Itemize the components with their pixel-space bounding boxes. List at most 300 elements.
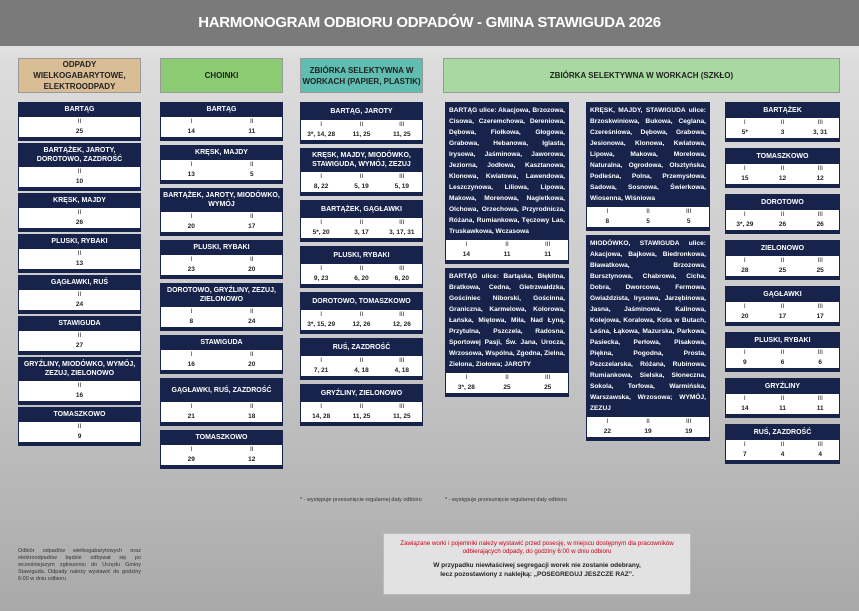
block-footer [300,238,423,242]
month-label: I [190,161,193,168]
month-label: III [685,418,692,425]
block-footer [725,230,840,234]
month-row [725,348,840,358]
day-row [586,427,710,437]
month-label: III [817,395,823,402]
area-name: PLUSKI, RYBAKI [300,246,423,264]
month-row [725,394,840,404]
month-label: II [646,208,650,215]
month-label: I [320,311,323,318]
pickup-day: 6 [818,359,822,366]
schedule-block [725,378,840,418]
month-label: III [399,219,405,226]
pickup-day: 4 [818,451,822,458]
month-label: II [780,349,785,356]
schedule-block [725,332,840,372]
schedule-block [586,235,710,441]
day-row [160,265,283,275]
month-label: I [743,165,746,172]
schedule-block [18,234,141,273]
block-footer [18,401,141,405]
day-row [18,259,141,269]
month-label: III [817,165,823,172]
pickup-day: 12 [816,175,824,182]
pickup-day: 26 [778,221,787,228]
month-label: I [320,403,323,410]
month-row [18,290,141,300]
header-choinki-label: CHOINKI [204,71,239,80]
month-label: I [465,374,468,381]
month-row [160,307,283,317]
pickup-day: 11 [779,405,786,412]
day-row [586,217,710,227]
month-label: I [743,395,746,402]
block-footer [160,422,283,426]
day-row [160,360,283,370]
day-row [160,455,283,465]
pickup-day: 3*, 29 [736,221,754,228]
month-label: I [320,173,323,180]
day-row [160,317,283,327]
block-footer [160,232,283,236]
area-name: STAWIGUDA [160,335,283,350]
month-label: III [817,257,823,264]
month-label: I [190,118,193,125]
schedule-block [725,194,840,234]
day-row [445,250,569,260]
month-label: II [505,374,509,381]
month-row [160,402,283,412]
street-list: BARTĄG ulice: Akacjowa, Brzozowa, Cisowa, Czeremchowa, Dereniowa, Dębowa, Fiołkowa, Głogowa, Grabowa, Hebanowa, Iglasta, Irysowa, Jaśminowa, Jaworowa, Jeziorna, Jodłowa, Kasztanowa, Klonowa, Kwiatowa, Lawendowa, Leszczynowa, Liliowa, Lipowa, Makowa, Morenowa, Nagietkowa, Olchowa, Orzechowa, Przyrodnicza, Różana, Rumiankowa, Tęczowy Las, Truskawkowa, Wczasowa [445,102,569,240]
month-label: II [359,357,364,364]
month-label: III [817,303,823,310]
pickup-day: 23 [187,266,195,273]
area-name: BARTĄŻEK, JAROTY, MIODÓWKO, WYMÓJ [160,188,283,212]
month-label: III [399,265,405,272]
month-label: I [190,403,193,410]
month-row [300,172,423,182]
pickup-day: 8, 22 [313,183,329,190]
pickup-day: 5, 19 [394,183,410,190]
pickup-day: 12 [248,456,256,463]
day-row [725,220,840,230]
header-papier-plastik [300,58,423,93]
month-label: II [780,165,785,172]
pickup-day: 5, 19 [354,183,369,190]
col4-note: * - występuje przesunięcie regularnej daty odbioru [445,497,567,503]
schedule-block [18,357,141,405]
day-row [300,412,423,422]
header-szklo [443,58,840,93]
pickup-day: 5 [646,218,650,225]
pickup-day: 29 [187,456,195,463]
pickup-day: 25 [816,267,824,274]
area-name: GRYŹLINY, ZIELONOWO [300,384,423,402]
pickup-day: 25 [544,384,552,391]
pickup-day: 28 [741,267,749,274]
pickup-day: 24 [75,301,84,308]
block-footer [586,437,710,441]
month-row [586,417,710,427]
month-row [18,422,141,432]
month-label: III [544,374,551,381]
block-footer [160,327,283,331]
month-label: III [399,357,405,364]
month-row [300,264,423,274]
area-name: GĄGŁAWKI, RUŚ [18,275,141,290]
block-footer [445,393,569,397]
month-row [725,164,840,174]
area-name: TOMASZKOWO [725,148,840,164]
day-row [300,182,423,192]
area-name: TOMASZKOWO [18,407,141,422]
schedule-block [160,240,283,279]
day-row [18,177,141,187]
pickup-day: 14 [187,128,195,135]
month-label: III [399,121,405,128]
month-row [18,331,141,341]
day-row [300,228,423,238]
pickup-day: 7 [743,451,747,458]
block-footer [725,138,840,142]
area-name: GRYŹLINY [725,378,840,394]
pickup-day: 3 [780,129,785,136]
area-name: RUŚ, ZAZDROŚĆ [300,338,423,356]
area-name: GRYŹLINY, MIODÓWKO, WYMÓJ, ZEZUJ, ZIELONOWO [18,357,141,381]
month-label: III [544,241,551,248]
block-footer [18,310,141,314]
schedule-block [18,143,141,191]
month-label: II [249,256,254,263]
month-row [445,373,569,383]
month-label: II [359,265,364,272]
schedule-block [160,188,283,236]
area-name: DOROTOWO [725,194,840,210]
block-footer [160,275,283,279]
schedule-block [160,378,283,426]
month-label: II [780,119,785,126]
pickup-day: 11, 25 [352,413,371,420]
month-label: II [249,403,254,410]
area-name: BARTĄŻEK [725,102,840,118]
month-row [725,118,840,128]
pickup-day: 4 [780,451,785,458]
pickup-day: 5 [249,171,254,178]
pickup-day: 20 [248,361,256,368]
day-row [18,432,141,442]
month-label: II [780,211,785,218]
block-footer [300,422,423,426]
month-row [160,445,283,455]
pickup-day: 13 [75,260,84,267]
area-name: BARTĄG [18,102,141,117]
month-row [160,255,283,265]
pickup-day: 12, 26 [392,321,411,328]
month-label: I [743,211,746,218]
pickup-day: 6 [780,359,785,366]
month-label: I [606,208,609,215]
schedule-block [586,102,710,231]
pickup-day: 7, 21 [313,367,329,374]
block-footer [725,368,840,372]
col-szklo-stawiguda [586,102,710,445]
day-row [300,366,423,376]
block-footer [586,227,710,231]
area-name: BARTĄŻEK, JAROTY, DOROTOWO, ZAZDROŚĆ [18,143,141,167]
day-row [18,300,141,310]
schedule-block [160,335,283,374]
schedule-block [300,292,423,334]
pickup-day: 20 [187,223,195,230]
block-footer [160,465,283,469]
month-label: II [359,173,364,180]
header-szklo-label: ZBIÓRKA SELEKTYWNA W WORKACH (SZKŁO) [549,71,734,80]
day-row [725,128,840,138]
schedule-block [445,268,569,397]
month-row [300,402,423,412]
pickup-day: 22 [603,428,611,435]
month-label: II [249,308,254,315]
pickup-day: 8 [605,218,610,225]
col-szklo-villages [725,102,840,470]
pickup-day: 6, 20 [394,275,410,282]
pickup-day: 12 [778,175,787,182]
schedule-block [300,102,423,144]
pickup-day: 16 [75,392,84,399]
notice-line-2: lecz pozostawiony z naklejką: „POSEGREGUJ JESZCZE RAZ”. [440,570,634,578]
block-footer [18,187,141,191]
block-footer [725,322,840,326]
pickup-day: 3*, 28 [457,384,475,391]
schedule-block [18,193,141,232]
notice-box [383,533,691,595]
pickup-day: 14 [462,251,470,258]
pickup-day: 8 [189,318,194,325]
month-label: II [77,168,82,175]
month-label: II [359,219,364,226]
day-row [725,266,840,276]
block-footer [160,370,283,374]
pickup-day: 3, 31 [812,129,828,136]
area-name: ZIELONOWO [725,240,840,256]
month-row [18,167,141,177]
month-label: I [320,219,323,226]
pickup-day: 17 [816,313,824,320]
pickup-day: 18 [248,413,256,420]
schedule-block [725,102,840,142]
month-row [160,212,283,222]
block-footer [300,192,423,196]
header-papier-label: ZBIÓRKA SELEKTYWNA W WORKACH (PAPIER, PLASTIK) [302,65,421,86]
month-label: II [77,291,82,298]
day-row [160,412,283,422]
day-row [18,127,141,137]
block-footer [300,330,423,334]
month-label: I [743,441,746,448]
pickup-day: 5*, 20 [312,229,330,236]
schedule-block [725,148,840,188]
schedule-block [160,283,283,331]
pickup-day: 10 [75,178,84,185]
month-label: II [77,250,82,257]
block-footer [725,276,840,280]
month-label: II [249,118,254,125]
pickup-day: 25 [75,128,84,135]
schedule-block [725,424,840,464]
month-label: II [646,418,650,425]
pickup-day: 14 [741,405,749,412]
pickup-day: 4, 18 [394,367,410,374]
pickup-day: 5 [686,218,691,225]
day-row [725,450,840,460]
pickup-day: 11, 25 [352,131,371,138]
pickup-day: 6, 20 [354,275,369,282]
pickup-day: 20 [248,266,256,273]
area-name: BARTĄŻEK, GĄGŁAWKI [300,200,423,218]
month-row [586,207,710,217]
month-label: II [359,121,364,128]
day-row [160,222,283,232]
block-footer [18,137,141,141]
header-wielkogabarytowe-label: ODPADY WIELKOGABARYTOWE, ELEKTROODPADY [33,60,126,91]
month-label: I [743,303,746,310]
month-label: II [780,257,785,264]
schedule-block [445,102,569,264]
month-row [160,117,283,127]
day-row [18,218,141,228]
pickup-day: 24 [248,318,256,325]
area-name: BARTĄG, JAROTY [300,102,423,120]
month-row [725,302,840,312]
schedule-block [300,246,423,288]
pickup-day: 14, 28 [312,413,331,420]
month-row [18,208,141,218]
month-label: II [77,423,82,430]
day-row [160,170,283,180]
block-footer [725,460,840,464]
month-label: III [399,403,405,410]
day-row [18,341,141,351]
area-name: BARTĄG [160,102,283,117]
street-list: BARTĄG ulice: Bartąska, Błękitna, Bratkowa, Cedna, Gietrzwałdzka, Gościniec Niborski, Gościnna, Graniczna, Karmelowa, Kolorowa, Łańska, Miętowa, Miła, Nad Łyną, Przytulna, Pszczela, Radosna, Sportowej Pasji, Św. Jana, Urocza, Wrzosowa, Wspólna, Zgodna, Zielna, Zielona, Ziołowa; JAROTY [445,268,569,373]
day-row [300,130,423,140]
block-footer [300,376,423,380]
day-row [300,274,423,284]
pickup-day: 9 [77,433,82,440]
area-name: DOROTOWO, TOMASZKOWO [300,292,423,310]
page-title: HARMONOGRAM ODBIORU ODPADÓW - GMINA STAWIGUDA 2026 [198,14,661,31]
notice-red-text: Zawiązane worki i pojemniki należy wystawić przed posesję, w miejscu dostępnym dla pracowników odbierających odpady, do godziny 6:00 w dniu odbioru [400,540,674,555]
month-label: III [817,211,823,218]
month-label: I [190,213,193,220]
month-row [300,310,423,320]
month-label: II [780,441,785,448]
month-label: II [359,403,364,410]
block-footer [18,351,141,355]
area-name: STAWIGUDA [18,316,141,331]
col-papier-plastik [300,102,423,430]
month-label: II [249,446,254,453]
day-row [725,358,840,368]
month-label: III [817,441,823,448]
street-list: MIODÓWKO, STAWIGUDA ulice: Akacjowa, Bajkowa, Biedronkowa, Bławatkowa, Brzozowa, Bursztynowa, Chabrowa, Cicha, Dobra, Dworcowa, Fermowa, Gwiaździsta, Irysowa, Jarzębinowa, Jasna, Jaśminowa, Kalinowa, Kolejowa, Koralowa, Kota w Butach, Leśna, Łąkowa, Mazurska, Parkowa, Pasiecka, Perłowa, Pisakowa, Piękna, Pogodna, Prosta, Pszczelarska, Różana, Rubinowa, Rumiankowa, Sielska, Słoneczna, Sokola, Torfowa, Warmińska, Warszawska, Wrzosowa; WYMÓJ, ZEZUJ [586,235,710,417]
month-label: II [249,351,254,358]
month-row [300,218,423,228]
pickup-day: 9 [743,359,747,366]
pickup-day: 9, 23 [313,275,329,282]
month-label: III [817,119,823,126]
month-label: I [743,257,746,264]
pickup-day: 11 [503,251,511,258]
month-label: III [817,349,823,356]
col-szklo-bartag [445,102,569,401]
month-label: I [190,256,193,263]
pickup-day: 26 [816,221,824,228]
schedule-block [300,338,423,380]
month-label: II [780,303,785,310]
area-name: KRĘSK, MAJDY [160,145,283,160]
block-footer [300,284,423,288]
pickup-day: 4, 18 [354,367,369,374]
schedule-block [18,407,141,446]
month-label: II [249,161,254,168]
schedule-block [160,430,283,469]
schedule-block [300,148,423,196]
pickup-day: 25 [778,267,787,274]
month-row [18,381,141,391]
month-label: I [743,119,746,126]
month-label: I [320,121,323,128]
month-label: I [606,418,609,425]
month-label: I [190,446,193,453]
month-row [725,440,840,450]
pickup-day: 3*, 14, 28 [307,131,336,138]
schedule-block [300,384,423,426]
pickup-day: 11 [544,251,552,258]
pickup-day: 3, 17, 31 [389,229,415,236]
month-label: I [465,241,468,248]
block-footer [725,414,840,418]
col3-note: * - występuje przesunięcie regularnej daty odbioru [300,497,422,503]
pickup-day: 3, 17 [354,229,369,236]
block-footer [18,442,141,446]
block-footer [445,260,569,264]
month-label: II [77,118,82,125]
month-label: III [685,208,692,215]
day-row [725,312,840,322]
pickup-day: 19 [685,428,693,435]
day-row [445,383,569,393]
day-row [18,391,141,401]
pickup-day: 26 [75,219,84,226]
street-list: KRĘSK, MAJDY, STAWIGUDA ulice: Brzoskwiniowa, Bukowa, Ceglana, Czereśniowa, Dębowa, Grabowa, Jesionowa, Klonowa, Kwiatowa, Lipowa, Makowa, Morelowa, Naturalna, Ogrodowa, Olsztyńska, Podleśna, Polna, Przemysłowa, Sadowa, Sosnowa, Świerkowa, Wiosenna, Wiśniowa [586,102,710,207]
area-name: PLUSKI, RYBAKI [160,240,283,255]
col1-note: Odbiór odpadów wielkogabarytowych oraz elektroodpadów będzie odbywał się po wcześniejszym zgłoszeniu do Urzędu Gminy Stawiguda. Odpady należy wystawić do godziny 6:00 w dniu odbioru [18,548,141,582]
day-row [725,174,840,184]
month-label: II [359,311,364,318]
pickup-day: 11 [248,128,256,135]
pickup-day: 12, 26 [352,321,371,328]
area-name: KRĘSK, MAJDY, MIODÓWKO, STAWIGUDA, WYMÓJ, ZEZUJ [300,148,423,172]
month-label: I [320,357,323,364]
area-name: RUŚ, ZAZDROŚĆ [725,424,840,440]
area-name: GĄGŁAWKI [725,286,840,302]
pickup-day: 21 [187,413,195,420]
month-row [18,249,141,259]
month-label: I [190,351,193,358]
month-label: II [249,213,254,220]
schedule-block [725,240,840,280]
